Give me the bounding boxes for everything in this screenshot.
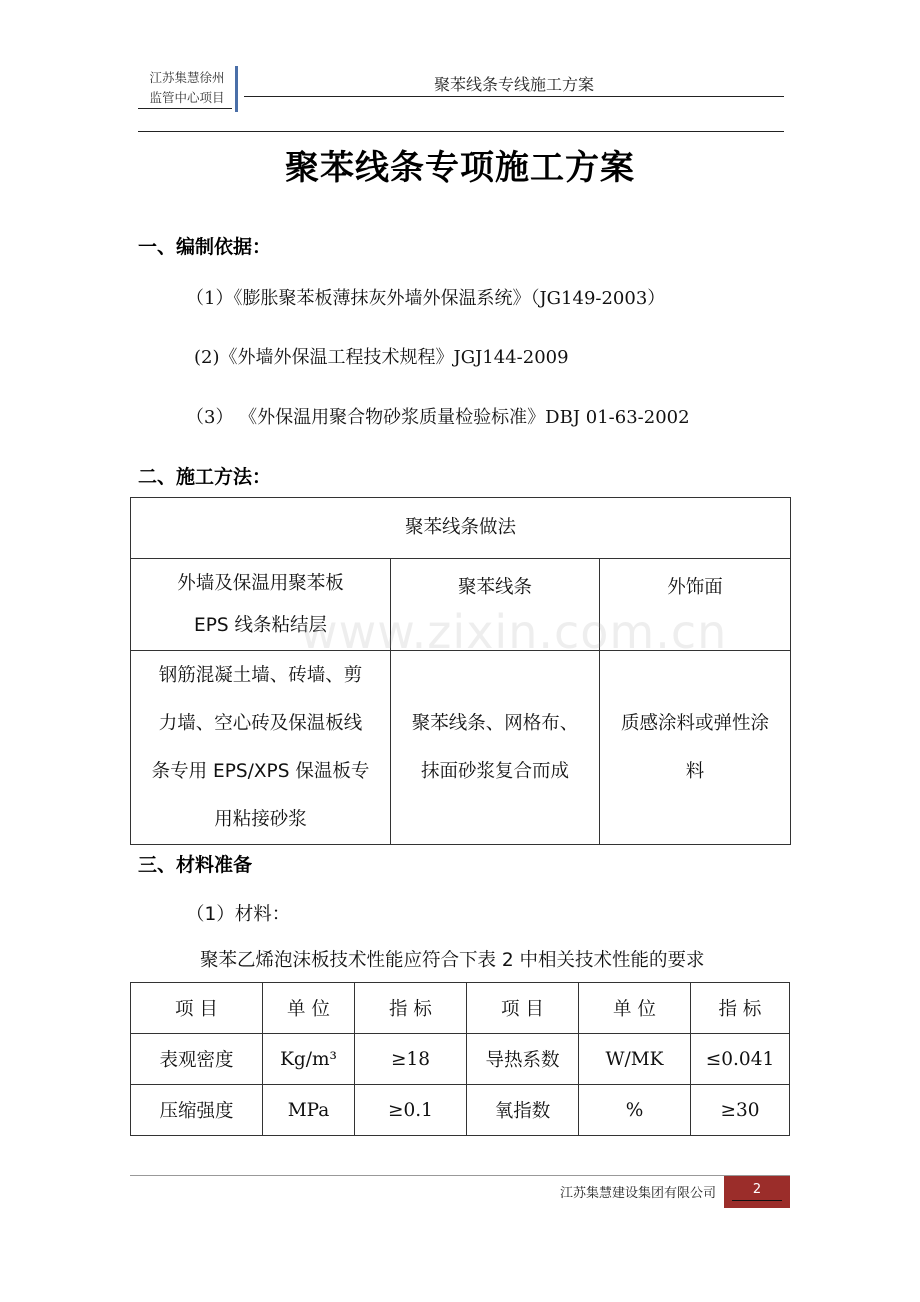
header-right-rule bbox=[244, 96, 784, 97]
watermark: www.zixin.com.cn bbox=[300, 605, 728, 659]
document-title: 聚苯线条专项施工方案 bbox=[285, 148, 635, 188]
table-header-cell: 单 位 bbox=[263, 983, 355, 1034]
reference-item: (2)《外墙外保温工程技术规程》JGJ144-2009 bbox=[194, 347, 569, 368]
table-header-cell: 聚苯线条 bbox=[391, 559, 600, 651]
table-cell: Kg/m³ bbox=[263, 1034, 355, 1085]
header-line: EPS 线条粘结层 bbox=[194, 614, 327, 636]
header-org-line1: 江苏集慧徐州 bbox=[149, 70, 225, 85]
table-cell: 导热系数 bbox=[467, 1034, 579, 1085]
materials-paragraph: 聚苯乙烯泡沫板技术性能应符合下表 2 中相关技术性能的要求 bbox=[200, 950, 705, 971]
table-cell: ≥30 bbox=[691, 1085, 790, 1136]
table-cell: % bbox=[579, 1085, 691, 1136]
header-running-title: 聚苯线条专线施工方案 bbox=[433, 75, 594, 94]
page-number-underline bbox=[732, 1200, 782, 1201]
header-line: 外墙及保温用聚苯板 bbox=[177, 572, 344, 594]
construction-method-table bbox=[130, 497, 791, 845]
header-full-rule bbox=[138, 131, 784, 132]
table-cell bbox=[600, 651, 791, 845]
reference-item: （1）《膨胀聚苯板薄抹灰外墙外保温系统》（JG149-2003） bbox=[186, 288, 666, 309]
footer-rule bbox=[130, 1175, 790, 1176]
table-header-cell: 单 位 bbox=[579, 983, 691, 1034]
table-header-cell: 指 标 bbox=[691, 983, 790, 1034]
table-cell bbox=[131, 651, 391, 845]
table-cell: ≤0.041 bbox=[691, 1034, 790, 1085]
cell-line: 抹面砂浆复合而成 bbox=[420, 760, 569, 782]
table-cell: 表观密度 bbox=[131, 1034, 263, 1085]
table-row bbox=[131, 983, 790, 1034]
table-caption: 聚苯线条做法 bbox=[131, 498, 791, 559]
table-row bbox=[131, 1085, 790, 1136]
cell-line: 质感涂料或弹性涂 bbox=[620, 712, 769, 734]
cell-line: 钢筋混凝土墙、砖墙、剪 bbox=[158, 664, 363, 686]
cell-line: 力墙、空心砖及保温板线 bbox=[158, 712, 363, 734]
section-2-heading: 二、施工方法： bbox=[138, 466, 272, 488]
subheading-materials: （1）材料： bbox=[186, 904, 291, 925]
table-header-cell: 指 标 bbox=[355, 983, 467, 1034]
material-properties-table bbox=[130, 982, 790, 1136]
header-org bbox=[138, 68, 236, 108]
table-cell: W/MK bbox=[579, 1034, 691, 1085]
section-1-heading: 一、编制依据： bbox=[138, 236, 272, 258]
header-org-line2: 监管中心项目 bbox=[149, 90, 225, 105]
header-left-rule bbox=[138, 108, 232, 109]
reference-item: （3） 《外保温用聚合物砂浆质量检验标准》DBJ 01-63-2002 bbox=[186, 407, 690, 428]
cell-line: 料 bbox=[685, 760, 705, 782]
table-header-cell: 外饰面 bbox=[600, 559, 791, 651]
table-cell: 压缩强度 bbox=[131, 1085, 263, 1136]
table-row bbox=[131, 1034, 790, 1085]
table-cell: 氧指数 bbox=[467, 1085, 579, 1136]
section-3-heading: 三、材料准备 bbox=[138, 854, 253, 876]
cell-line: 用粘接砂浆 bbox=[214, 808, 307, 830]
table-cell: ≥0.1 bbox=[355, 1085, 467, 1136]
table-cell: ≥18 bbox=[355, 1034, 467, 1085]
table-header-cell: 项 目 bbox=[467, 983, 579, 1034]
cell-line: 聚苯线条、网格布、 bbox=[411, 712, 579, 734]
cell-line: 条专用 EPS/XPS 保温板专 bbox=[151, 760, 370, 782]
table-header-cell: 项 目 bbox=[131, 983, 263, 1034]
footer-company: 江苏集慧建设集团有限公司 bbox=[559, 1186, 716, 1201]
table-cell: MPa bbox=[263, 1085, 355, 1136]
table-cell bbox=[391, 651, 600, 845]
header-accent-bar bbox=[235, 66, 238, 112]
page-number: 2 bbox=[752, 1182, 762, 1197]
